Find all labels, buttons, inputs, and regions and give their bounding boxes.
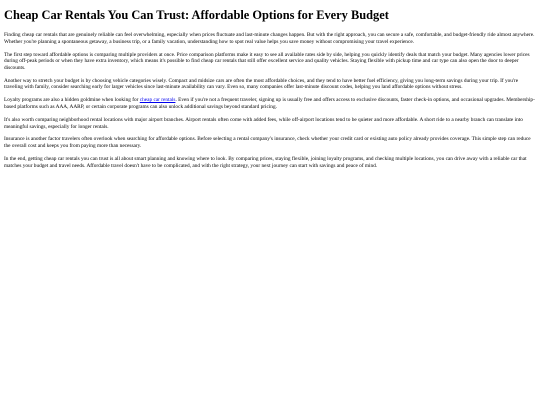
paragraph-insurance: Insurance is another factor travelers often overlook when searching for affordable options. Before selecting a rental company's insurance, check whether your credit card or existing auto policy already provides coverage. This simple step can reduce the overall cost and keeps you from paying more than necessary. <box>4 136 531 150</box>
article-title: Cheap Car Rentals You Can Trust: Affordable Options for Every Budget <box>4 8 389 22</box>
article-page <box>0 0 540 169</box>
paragraph-compare-providers: The first step toward affordable options is comparing multiple providers at once. Price comparison platforms make it easy to see all available rates side by side, helping you quickly identify deals that match your budget. Many agencies lower prices during off-peak periods or when they have extra inventory, which means it's possible to find cheap car rentals that still offer excellent service and quality vehicles. Staying flexible with pickup time and car type can also open the door to deeper discounts. <box>4 51 530 71</box>
paragraph-rental-locations: It's also worth comparing neighborhood rental locations with major airport branches. Airport rentals often come with added fees, while off-airport locations tend to be quieter and more affordable. A short ride to a nearby branch can translate into meaningful savings, especially for longer rentals. <box>4 116 523 130</box>
paragraph-text: Loyalty programs are also a hidden goldmine when looking for <box>4 97 140 104</box>
paragraph-text: . Even if you're not a frequent traveler, signing up is usually free and offers access to exclusive discounts, faster check-in options, and occasional upgrades. Membership-based platforms such as AAA, AARP, or certain corporate programs can also unlock additional savings beyond standard pricing. <box>4 97 535 110</box>
paragraph-loyalty-programs <box>4 97 535 110</box>
paragraph-conclusion: In the end, getting cheap car rentals you can trust is all about smart planning and knowing where to look. By comparing prices, staying flexible, joining loyalty programs, and checking multiple locations, you can drive away with a reliable car that matches your budget and travel needs. Affordable travel doesn't have to be complicated, and with the right strategy, your next journey can start with savings and peace of mind. <box>4 156 527 169</box>
cheap-car-rentals-link[interactable]: cheap car rentals <box>139 97 176 104</box>
paragraph-vehicle-categories: Another way to stretch your budget is by choosing vehicle categories wisely. Compact and midsize cars are often the most affordable choices, and they tend to have better fuel efficiency, giving you long-term savings during your trip. If you're traveling with family, consider searching early for larger vehicles since last-minute availability can vary. Even so, many companies offer last-minute discount codes, helping you land affordable options without stress. <box>4 77 519 91</box>
paragraph-intro: Finding cheap car rentals that are genuinely reliable can feel overwhelming, especially when prices fluctuate and last-minute changes happen. But with the right approach, you can secure a safe, comfortable, and budget-friendly ride almost anywhere. Whether you're planning a spontaneous getaway, a business trip, or a family vacation, understanding how to spot real value helps you save money without compromising your travel experience. <box>4 32 535 45</box>
